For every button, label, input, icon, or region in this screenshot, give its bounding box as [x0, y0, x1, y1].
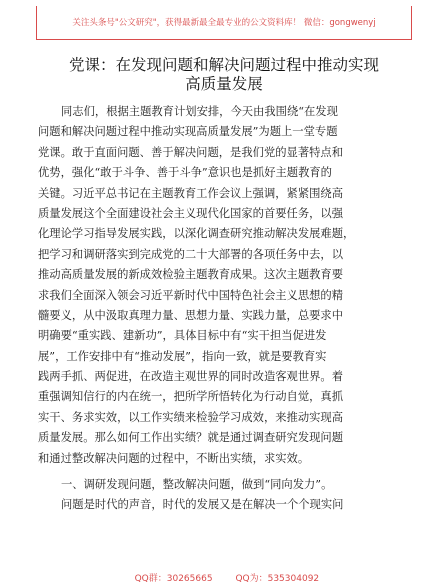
paragraph-line: 实干、务求实效，以工作实绩来检验学习成效，来推动实现高	[38, 410, 344, 424]
footer-text: QQ群：30265665 QQ为：535304092	[134, 574, 320, 584]
paragraph-line: 问题是时代的声音，时代的发展又是在解决一个个现实问	[61, 498, 344, 512]
title-line-1: 党课：在发现问题和解决问题过程中推动实现	[68, 56, 379, 74]
header-banner	[36, 6, 412, 40]
document-title	[40, 56, 408, 94]
section-heading-text: 一、调研发现问题，整改解决问题，做到“同向发力”。	[61, 478, 333, 492]
paragraph-line: 展”，工作安排中有“推动发展”，指向一致，就是要教育实	[38, 349, 327, 363]
paragraph-line: 和通过整改解决问题的过程中，不断出实绩，求实效。	[38, 451, 310, 465]
paragraph-line: 重强调知信行的内在统一，把所学所悟转化为行动自觉，真抓	[38, 390, 344, 404]
document-body	[38, 102, 410, 516]
paragraph-line: 化理论学习指导发展实践，以深化调查研究推动解决发展难题，	[38, 227, 355, 241]
paragraph-2	[38, 495, 410, 515]
paragraph-line: 质量发展这个全面建设社会主义现代化国家的首要任务，以强	[38, 206, 344, 220]
paragraph-line: 质量发展。那么如何工作出实绩？就是通过调查研究发现问题	[38, 431, 344, 445]
title-line-2: 高质量发展	[185, 75, 263, 93]
header-banner-text: 关注头条号"公文研究"，获得最新最全最专业的公文资料库！ 微信：gongwenyj	[72, 18, 376, 28]
paragraph-line: 关键。习近平总书记在主题教育工作会议上强调，紧紧围绕高	[38, 186, 344, 200]
footer-contact	[0, 561, 448, 584]
section-heading-1	[38, 475, 410, 495]
paragraph-line: 把学习和调研落实到完成党的二十大部署的各项任务中去，以	[38, 247, 344, 261]
paragraph-line: 求我们全面深入领会习近平新时代中国特色社会主义思想的精	[38, 288, 344, 302]
paragraph-line: 优势，强化“敢于斗争、善于斗争”意识也是抓好主题教育的	[38, 166, 332, 180]
paragraph-line: 践两手抓、两促进，在改造主观世界的同时改造客观世界。着	[38, 370, 344, 384]
paragraph-line: 问题和解决问题过程中推动实现高质量发展”为题上一堂专题	[38, 125, 338, 139]
paragraph-line: 推动高质量发展的新成效检验主题教育成果。这次主题教育要	[38, 268, 344, 282]
paragraph-1	[38, 102, 410, 469]
paragraph-line: 明确要“重实践、建新功”，具体目标中有“实干担当促进发	[38, 329, 327, 343]
paragraph-line: 同志们，根据主题教育计划安排，今天由我围绕“在发现	[61, 105, 338, 118]
paragraph-line: 党课。敢于直面问题、善于解决问题，是我们党的显著特点和	[38, 145, 344, 159]
paragraph-line: 髓要义，从中汲取真理力量、思想力量、实践力量，总要求中	[38, 308, 344, 322]
